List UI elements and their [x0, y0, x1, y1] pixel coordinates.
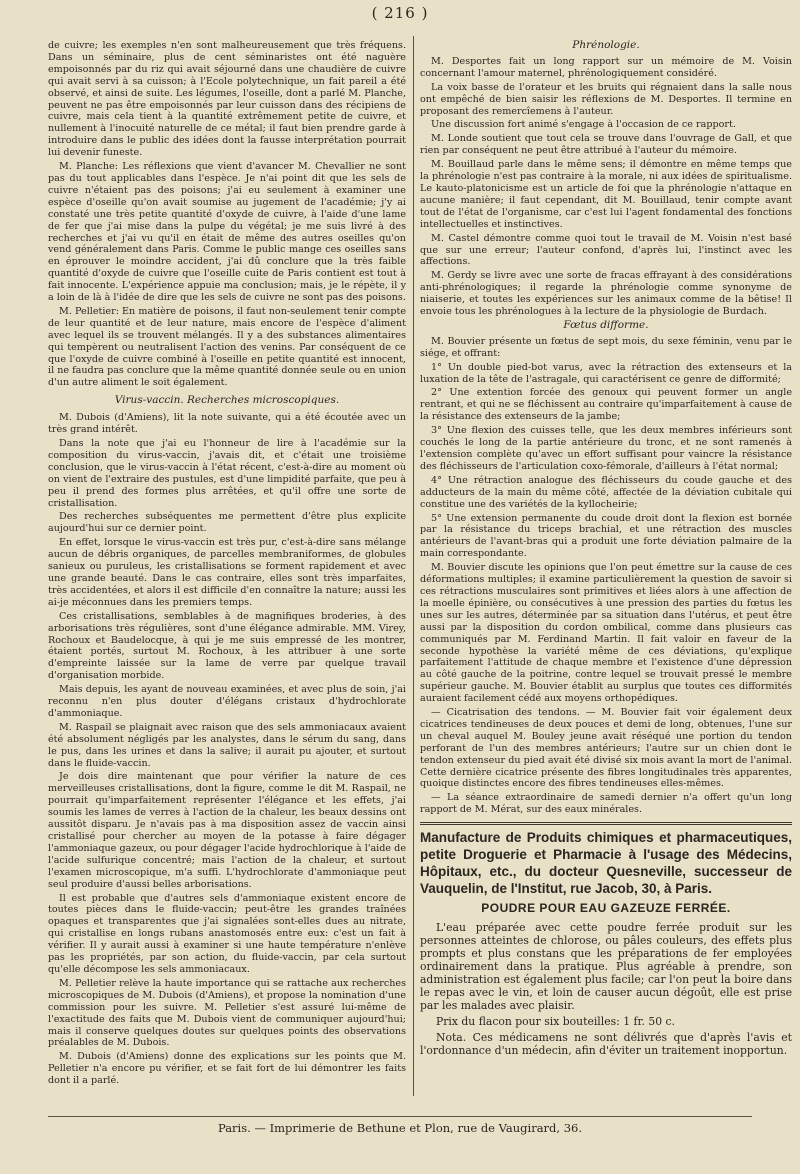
paragraph-londe: M. Londe soutient que tout cela se trouve dans l'ouvrage de Gall, et que rien par conséquent ne peut être attribué à l'auteur du mémoire. — [420, 133, 792, 157]
paragraph-dubois-explications: M. Dubois (d'Amiens) donne des explications sur les points que M. Pelletier n'a encore pu vérifier, et se fait fort de lui démontrer les faits dont il a parlé. — [48, 1051, 406, 1087]
paragraph-sels: Il est probable que d'autres sels d'ammoniaque existent encore de toutes pièces dans le fluide-vaccin; peut-être les grandes traînées opaques et transparentes que j'ai signalées sont-elles dues au nitrate, qui cristallise en longs rubans anastomosés entre eux: c'est un fait à vérifier. Il y aurait aussi à examiner si une haute température n'enlève pas les propriétés, par son action, du fluide-vaccin, par cela surtout qu'elle décompose les sels ammoniacaux. — [48, 892, 406, 975]
section-heading-phrenologie: Phrénologie. — [572, 40, 640, 51]
advertisement-divider — [420, 822, 792, 825]
section-heading-foetus: Fœtus difforme. — [563, 318, 649, 331]
right-column — [420, 40, 792, 1100]
advertisement-body — [420, 921, 792, 1057]
paragraph-item-3: 3° Une flexion des cuisses telle, que les deux membres inférieurs sont couchés le long de la partie antérieure du tronc, et ne sont ramenés à l'extension complète qu'avec un effort suffisant pour vaincre la résistance des fléchisseurs de l'articulation coxo-fémorale, d'ailleurs à l'état normal; — [420, 425, 792, 472]
paragraph-item-2: 2° Une extention forcée des genoux qui peuvent former un angle rentrant, et qui ne se fléchissent au contraire qu'imparfaitement à cause de la résistance des extenseurs de la jambe; — [420, 387, 792, 423]
paragraph-castel: M. Castel démontre comme quoi tout le travail de M. Voisin n'est basé que sur une erreur; l'auteur confond, d'après lui, l'instinct avec les affections. — [420, 232, 792, 268]
advertisement-nota: Nota. Ces médicamens ne sont délivrés que d'après l'avis et l'ordonnance d'un médecin, afin d'éviter un traitement inopportun. — [420, 1031, 792, 1058]
paragraph-reexamen: Mais depuis, les ayant de nouveau examinées, et avec plus de soin, j'ai reconnu n'en plus douter d'élégans cristaux d'hydrochlorate d'ammoniaque. — [48, 684, 406, 719]
paragraph-cuivre: de cuivre; les exemples n'en sont malheureusement que très fréquens. Dans un séminaire, plus de cent séminaristes ont été naguère empoisonnés par du riz qui avait séjourné dans une chaudière de cuivre qui avait servi à sa cuisson; à l'Ecole polytechnique, un fait pareil a été observé, et ainsi de suite. Les légumes, l'oseille, dont a parlé M. Planche, peuvent ne pas être empoisonnés par leur cuisson dans des récipiens de cuivre, mais cela tient à la quantité extrêmement petite de cuivre, et nullement à l'inocuité naturelle de ce métal; il faut bien prendre garde à introduire dans le public des idées dont la fausse interprétation pourrait lui devenir funeste. — [48, 40, 406, 159]
advertisement-subtitle: POUDRE POUR EAU GAZEUZE FERRÉE. — [481, 901, 731, 916]
paragraph-item-5: 5° Une extension permanente du coude droit dont la flexion est bornée par la résistance du triceps brachial, et une rétraction des muscles antérieurs de l'avant-bras qui a produit une forte déviation palmaire de la main correspondante. — [420, 512, 792, 560]
left-column — [48, 40, 406, 1100]
paragraph-bouvier: M. Bouvier présente un fœtus de sept mois, du sexe féminin, venu par le siége, et offrant: — [420, 335, 792, 359]
paragraph-pelletier-commission: M. Pelletier relève la haute importance qui se rattache aux recherches microscopiques de M. Dubois (d'Amiens), et propose la nomination d'une commission pour les suivre. M. Pelletier s'est assuré lui-même de l'exactitude des faits que M. Dubois vient de communiquer aujourd'hui; mais il conserve quelques doutes sur quelques points des observations préalables de M. Dubois. — [48, 977, 406, 1049]
advertisement-price: Prix du flacon pour six bouteilles: 1 fr. 50 c. — [436, 1015, 675, 1029]
paragraph-recherches: Des recherches subséquentes me permettent d'être plus explicite aujourd'hui sur ce dernier point. — [48, 511, 406, 535]
printer-imprint: Paris. — Imprimerie de Bethune et Plon, rue de Vaugirard, 36. — [48, 1116, 752, 1135]
paragraph-gerdy: M. Gerdy se livre avec une sorte de fracas effrayant à des considérations anti-phrénologiques; il regarde la phrénologie comme synonyme de niaiserie, et toutes les expériences sur les animaux comme de la bêtise! Il envoie tous les phrénologues à la lecture de la physiologie de Burdach. — [420, 270, 792, 318]
paragraph-voix: La voix basse de l'orateur et les bruits qui régnaient dans la salle nous ont empêché de bien saisir les réflexions de M. Desportes. Il termine en proposant des remercîemens à l'auteur. — [420, 81, 792, 117]
paragraph-pelletier: M. Pelletier: En matière de poisons, il faut non-seulement tenir compte de leur quantité et de leur nature, mais encore de l'espèce d'aliment avec lequel ils se trouvent mélangés. Il y a des substances alimentaires qui tempèrent ou neutralisent l'action des venins. Par conséquent de ce que l'oxyde de cuivre combiné à l'oseille en petite quantité est innocent, il ne faudra pas conclure que la même quantité donnée seule ou en union d'un autre aliment le soit également. — [48, 305, 406, 389]
paragraph-verification: Je dois dire maintenant que pour vérifier la nature de ces merveilleuses cristallisations, dont la figure, comme le dit M. Raspail, ne pourrait qu'imparfaitement représenter l'élégance et les effets, j'ai soumis les lames de verres à l'action de la chaleur, les beaux dessins ont aussitôt disparu. Je n'avais pas à ma disposition assez de vaccin ainsi cristallisé pour chercher au moyen de la potasse à faire dégager l'ammoniaque gazeux, ou pour dégager l'acide hydrochlorique à l'aide de l'acide sulfurique concentré; mais l'action de la chaleur, et surtout l'examen microscopique, m'a suffi. L'hydrochlorate d'ammoniaque peut seul produire d'aussi belles arborisations. — [48, 771, 406, 890]
paragraph-bouvier-discussion: M. Bouvier discute les opinions que l'on peut émettre sur la cause de ces déformations multiples; il examine particulièrement la question de savoir si ces rétractions musculaires sont primitives et liées alors à une affection de la moelle épinière, ou consécutives à une pression des parties du fœtus les unes sur les autres, déterminée par sa situation dans l'utérus, et peut être aussi par la disposition du cordon ombilical, comme dans plusieurs cas communiqués par M. Ferdinand Martin. Il fait valoir en faveur de la seconde hypothèse la variété même de ces déviations, qu'explique parfaitement l'attitude de chaque membre et l'existence d'une dépression au côté gauche de la poitrine, contre lequel se trouvait pressé le membre supérieur gauche. M. Bouvier établit au surplus que toutes ces difformités auraient facilement cédé aux moyens orthopédiques. — [420, 562, 792, 705]
paragraph-seance: — La séance extraordinaire de samedi dernier n'a offert qu'un long rapport de M. Mérat, sur des eaux minérales. — [420, 792, 792, 816]
paragraph-cristallisations: En effet, lorsque le virus-vaccin est très pur, c'est-à-dire sans mélange aucun de débris organiques, de parcelles membraniformes, de globules sanieux ou puruleus, les cristallisations se forment rapidement et avec une grande beauté. Dans le cas contraire, elles sont très imparfaites, très accidentées, et alors il est difficile d'en connaître la nature; aussi les ai-je méconnues dans les premiers temps. — [48, 537, 406, 608]
page-number: ( 216 ) — [371, 4, 429, 22]
paragraph-dubois-intro: M. Dubois (d'Amiens), lit la note suivante, qui a été écoutée avec un très grand intérêt. — [48, 412, 406, 436]
paragraph-item-4: 4° Une rétraction analogue des fléchisseurs du coude gauche et des adducteurs de la main du même côté, affectée de la déviation cubitale qui constitue une des variétés de la kyllocheirie; — [420, 474, 792, 510]
paragraph-planche: M. Planche: Les réflexions que vient d'avancer M. Chevallier ne sont pas du tout applicables dans l'espèce. Je n'ai point dit que les sels de cuivre n'étaient pas des poisons; j'ai eu seulement à examiner une espèce d'oseille qu'on avait soumise au jugement de l'académie; j'y ai constaté une très petite quantité d'oxyde de cuivre, à l'aide d'une lame de fer que j'ai mise dans la pulpe du végétal; je me suis livré à des recherches et j'ai vu qu'il en était de même des autres oseilles qu'on vend généralement dans Paris. Comme le public mange ces oseilles sans en éprouver le moindre accident, j'ai dû conclure que la très faible quantité d'oxyde de cuivre que l'oseille cuite de Paris contient est tout à fait innocente. L'expérience appuie ma conclusion; mais, je le répète, il y a loin de là à l'idée de dire que les sels de cuivre ne sont pas des poisons. — [48, 161, 406, 304]
section-heading-virus-vaccin: Virus-vaccin. Recherches microscopiques. — [114, 394, 340, 407]
paragraph-cicatrisation: — Cicatrisation des tendons. — M. Bouvier fait voir également deux cicatrices tendineuses de deux pouces et demi de long, obtenues, l'une sur un cheval auquel M. Bouley jeune avait réséqué une portion du tendon perforant de l'un des membres antérieurs; l'autre sur un chien dont le tendon extenseur du pied avait été divisé six mois avant la mort de l'animal. Cette dernière cicatrice présente des fibres longitudinales très apparentes, quoique distinctes encore des fibres tendineuses elles-mêmes. — [420, 707, 792, 790]
paragraph-note: Dans la note que j'ai eu l'honneur de lire à l'académie sur la composition du virus-vaccin, j'avais dit, et c'était une troisième conclusion, que le virus-vaccin à l'état récent, c'est-à-dire au moment où on vient de l'extraire des pustules, est d'une limpidité parfaite, que peu à peu il prend des formes plus arrêtées, et qu'il offre une sorte de cristallisation. — [48, 438, 406, 509]
paragraph-item-1: 1° Un double pied-bot varus, avec la rétraction des extenseurs et la luxation de la tête de l'astragale, qui caractérisent ce genre de difformité; — [420, 361, 792, 385]
advertisement-title: Manufacture de Produits chimiques et pharmaceutiques, petite Droguerie et Pharmacie à l'usage des Médecins, Hôpitaux, etc., du docteur Quesneville, successeur de Vauquelin, de l'Institut, rue Jacob, 30, à Paris. — [420, 830, 792, 897]
paragraph-discussion: Une discussion fort animé s'engage à l'occasion de ce rapport. — [431, 119, 736, 131]
advertisement — [420, 829, 792, 1057]
paragraph-bouillaud: M. Bouillaud parle dans le même sens; il démontre en même temps que la phrénologie n'est pas contraire à la morale, ni aux idées de spiritualisme. Le kauto-platonicisme est un article de foi que la phrénologie n'attaque en aucune manière; il faut cependant, dit M. Bouillaud, tenir compte avant tout de l'état de l'organisme, car c'est lui l'agent fondamental des fonctions intellectuelles et instinctives. — [420, 159, 792, 230]
paragraph-desportes: M. Desportes fait un long rapport sur un mémoire de M. Voisin concernant l'amour maternel, phrénologiquement considéré. — [420, 55, 792, 79]
paragraph-raspail: M. Raspail se plaignait avec raison que des sels ammoniacaux avaient été absolument négligés par les analystes, dans le sérum du sang, dans le pus, dans les urines et dans la salive; il aurait pu ajouter, et surtout dans le fluide-vaccin. — [48, 721, 406, 769]
paragraph-broderies: Ces cristallisations, semblables à de magnifiques broderies, à des arborisations très régulières, sont d'une élégance admirable. MM. Virey, Rochoux et Baudelocque, à qui je me suis empressé de les montrer, étaient portés, surtout M. Rochoux, à les attribuer à une sorte d'empreinte laissée sur la lame de verre par quelque travail d'organisation morbide. — [48, 610, 406, 682]
advertisement-paragraph: L'eau préparée avec cette poudre ferrée produit sur les personnes atteintes de chlorose, ou pâles couleurs, des effets plus prompts et plus constans que les préparations de fer employées ordinairement dans la pratique. Plus agréable à prendre, son administration est également plus facile; car l'on peut la boire dans le repas avec le vin, et loin de causer aucun dégoût, elle est prise par les malades avec plaisir. — [420, 921, 792, 1013]
column-divider — [413, 36, 414, 1096]
